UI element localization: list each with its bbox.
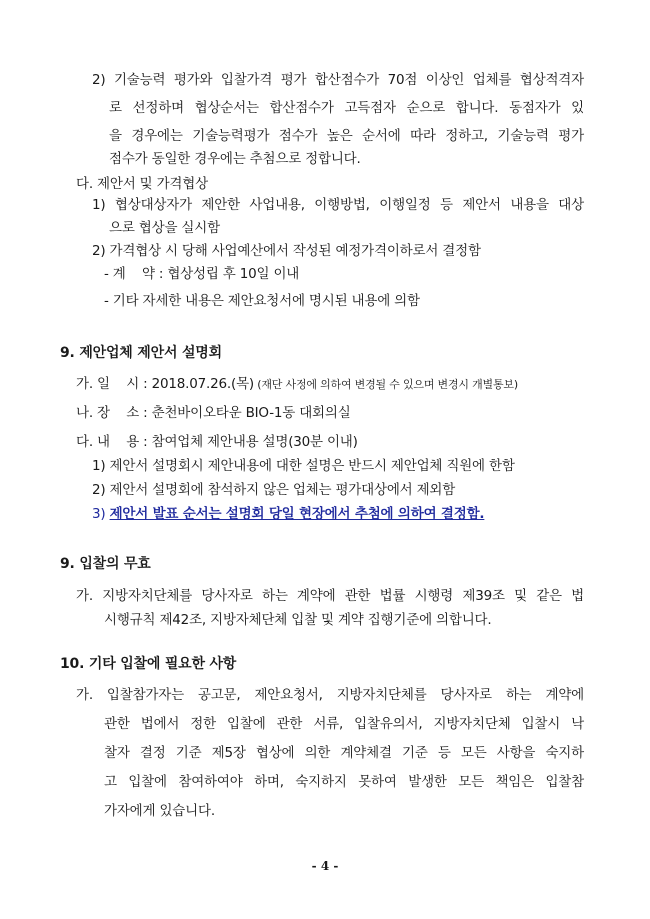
evaluation-item2-line3: 을 경우에는 기술능력평가 점수가 높은 순서에 따라 정하고, 기술능력 평가 [109, 128, 584, 144]
negotiation-item2: 2) 가격협상 시 당해 사업예산에서 작성된 예정가격이하로서 결정함 [92, 243, 481, 259]
negotiation-heading: 다. 제안서 및 가격협상 [76, 176, 208, 192]
briefing-date-note: (재단 사정에 의하여 변경될 수 있으며 변경시 개별통보) [253, 378, 518, 391]
negotiation-item1-line2: 으로 협상을 실시함 [109, 220, 220, 236]
briefing-content: 다. 내 용 : 참여업체 제안내용 설명(30분 이내) [76, 434, 358, 450]
invalid-bid-line2: 시행규칙 제42조, 지방자체단체 입찰 및 계약 집행기준에 의합니다. [104, 612, 492, 628]
other-line1: 가. 입찰참가자는 공고문, 제안요청서, 지방자치단체를 당사자로 하는 계약에 [76, 687, 584, 703]
other-line4: 고 입찰에 참여하여야 하며, 숙지하지 못하여 발생한 모든 책임은 입찰참 [104, 774, 584, 790]
evaluation-item2-line4: 점수가 동일한 경우에는 추첨으로 정합니다. [109, 151, 361, 167]
negotiation-dash2: - 기타 자세한 내용은 제안요청서에 명시된 내용에 의함 [104, 293, 420, 309]
briefing-note3-number: 3) [92, 506, 110, 522]
briefing-note2: 2) 제안서 설명회에 참석하지 않은 업체는 평가대상에서 제외함 [92, 482, 456, 498]
other-line2: 관한 법에서 정한 입찰에 관한 서류, 입찰유의서, 지방자치단체 입찰시 낙 [104, 716, 584, 732]
briefing-date-value: 2018.07.26.(목) [151, 376, 254, 392]
page-number: - 4 - [311, 859, 339, 873]
other-line5: 가자에게 있습니다. [104, 803, 215, 819]
invalid-bid-line1: 가. 지방자치단체를 당사자로 하는 계약에 관한 법률 시행령 제39조 및 같은 법 [76, 588, 584, 604]
briefing-note3-highlight: 제안서 발표 순서는 설명회 당일 현장에서 추첨에 의하여 결정함. [109, 506, 485, 522]
evaluation-item2-line1: 2) 기술능력 평가와 입찰가격 평가 합산점수가 70점 이상인 업체를 협상적격자 [92, 72, 584, 88]
evaluation-item2-line2: 로 선정하며 협상순서는 합산점수가 고득점자 순으로 합니다. 동점자가 있 [109, 100, 584, 116]
briefing-date [76, 375, 518, 394]
briefing-note1: 1) 제안서 설명회시 제안내용에 대한 설명은 반드시 제안업체 직원에 한함 [92, 458, 515, 474]
briefing-note3 [92, 505, 484, 523]
invalid-bid-title: 9. 입찰의 무효 [60, 556, 151, 572]
briefing-date-label: 가. 일 시 : [76, 376, 152, 392]
other-line3: 찰자 결정 기준 제5장 협상에 의한 계약체결 기준 등 모든 사항을 숙지하 [104, 745, 584, 761]
other-title: 10. 기타 입찰에 필요한 사항 [60, 656, 237, 672]
briefing-place: 나. 장 소 : 춘천바이오타운 BIO-1동 대회의실 [76, 405, 351, 421]
briefing-title: 9. 제안업체 제안서 설명회 [60, 345, 222, 361]
negotiation-dash1: - 계 약 : 협상성립 후 10일 이내 [104, 266, 300, 282]
negotiation-item1-line1: 1) 협상대상자가 제안한 사업내용, 이행방법, 이행일정 등 제안서 내용을 대상 [92, 197, 584, 213]
